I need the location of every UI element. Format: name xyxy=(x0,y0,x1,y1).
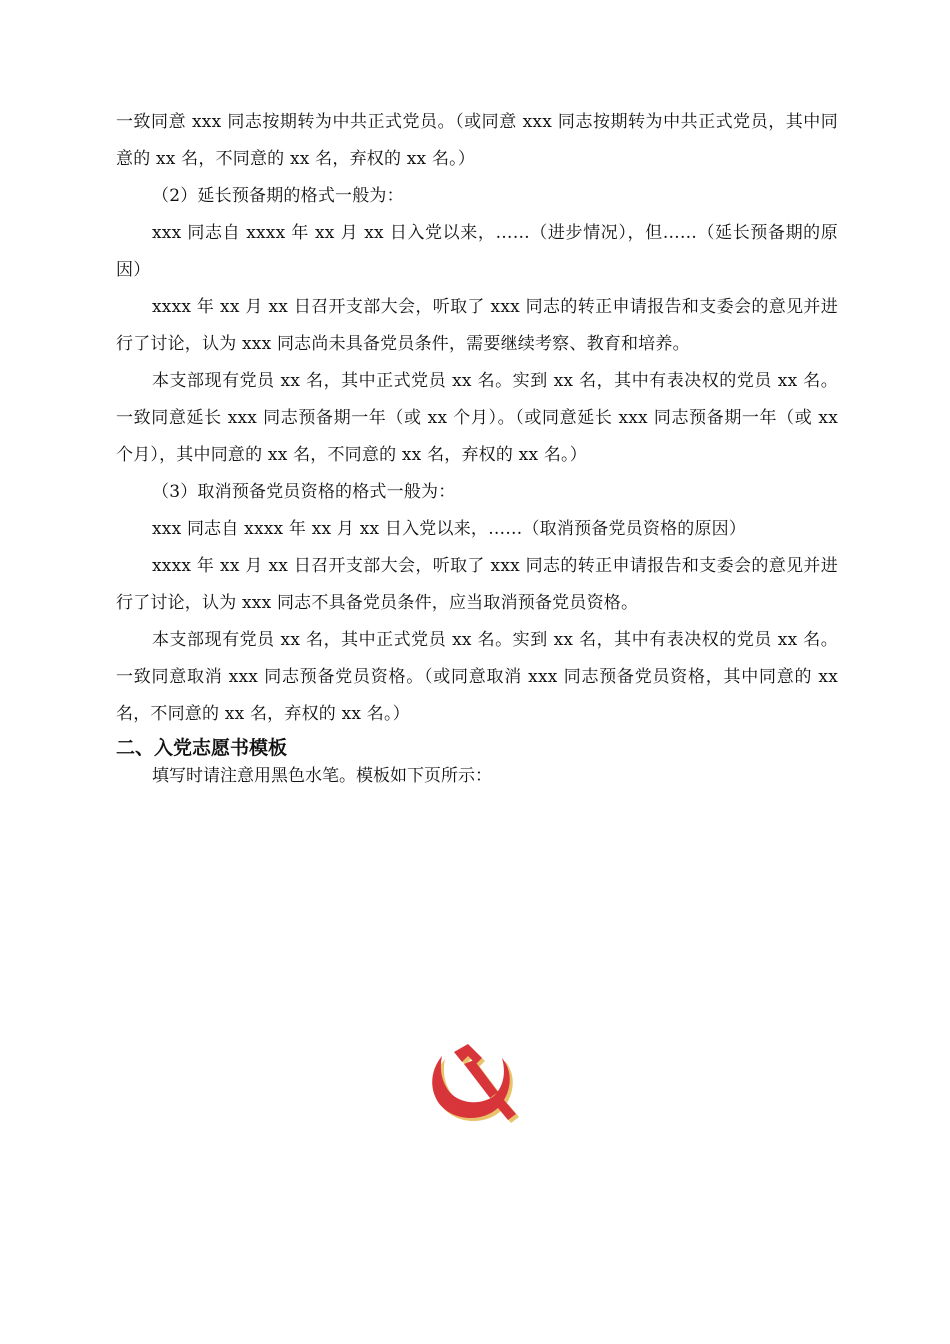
document-body xyxy=(116,104,838,791)
section-heading: 二、入党志愿书模板 xyxy=(116,737,288,759)
section-note: 填写时请注意用黑色水笔。模板如下页所示： xyxy=(152,766,492,786)
paragraph-7: xxx 同志自 xxxx 年 xx 月 xx 日入党以来，……（取消预备党员资格的原因） xyxy=(152,519,747,539)
paragraph-1: 一致同意 xxx 同志按期转为中共正式党员。（或同意 xxx 同志按期转为中共正式党员，其中同意的 xx 名，不同意的 xx 名，弃权的 xx 名。） xyxy=(116,112,838,169)
paragraph-6: （3）取消预备党员资格的格式一般为： xyxy=(152,482,456,502)
paragraph-4: xxxx 年 xx 月 xx 日召开支部大会，听取了 xxx 同志的转正申请报告和支委会的意见并进行了讨论，认为 xxx 同志尚未具备党员条件，需要继续考察、教育和培养。 xyxy=(116,297,838,354)
paragraph-3: xxx 同志自 xxxx 年 xx 月 xx 日入党以来，……（进步情况），但……（延长预备期的原因） xyxy=(116,223,838,280)
paragraph-5: 本支部现有党员 xx 名，其中正式党员 xx 名。实到 xx 名，其中有表决权的党员 xx 名。一致同意延长 xxx 同志预备期一年（或 xx 个月）。（或同意延长 xxx 同志预备期一年（或 xx 个月），其中同意的 xx 名，不同意的 xx 名，弃权的 xx 名。） xyxy=(116,371,838,465)
paragraph-2: （2）延长预备期的格式一般为： xyxy=(152,186,404,206)
paragraph-9: 本支部现有党员 xx 名，其中正式党员 xx 名。实到 xx 名，其中有表决权的党员 xx 名。一致同意取消 xxx 同志预备党员资格。（或同意取消 xxx 同志预备党员资格，其中同意的 xx 名，不同意的 xx 名，弃权的 xx 名。） xyxy=(116,630,838,724)
party-emblem-icon xyxy=(418,1042,520,1134)
paragraph-8: xxxx 年 xx 月 xx 日召开支部大会，听取了 xxx 同志的转正申请报告和支委会的意见并进行了讨论，认为 xxx 同志不具备党员条件，应当取消预备党员资格。 xyxy=(116,556,838,613)
